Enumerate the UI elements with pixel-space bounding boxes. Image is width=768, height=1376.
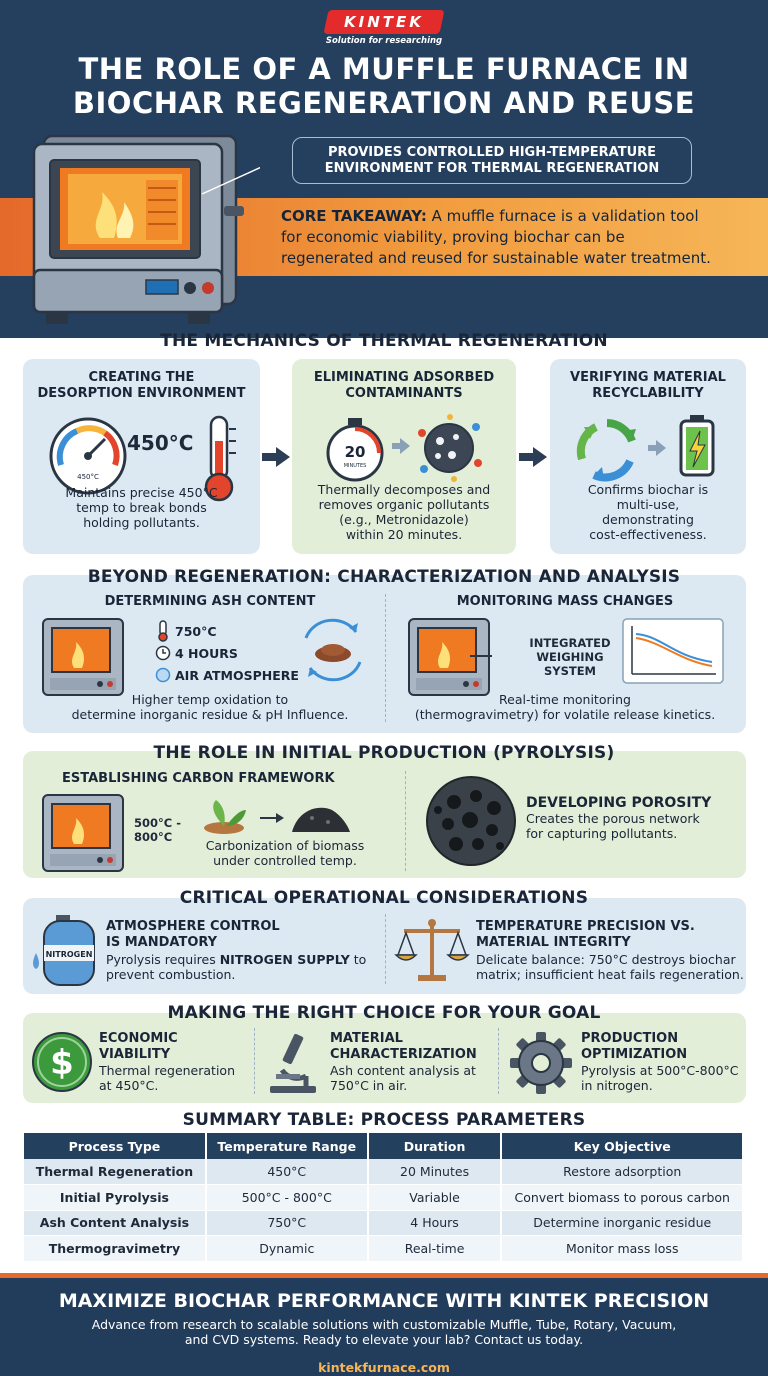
- ash-sample-icon: [298, 618, 368, 682]
- ash-atmosphere: AIR ATMOSPHERE: [175, 668, 299, 683]
- section-divider: [405, 771, 406, 871]
- column-header: Process Type: [24, 1133, 206, 1159]
- porous-carbon-icon: [424, 774, 518, 868]
- page-title: THE ROLE OF A MUFFLE FURNACE IN BIOCHAR REGENERATION AND REUSE: [72, 52, 696, 120]
- svg-text:20: 20: [344, 443, 366, 461]
- section-divider: [498, 1028, 499, 1094]
- table-row: [24, 1210, 743, 1236]
- table-cell: Restore adsorption: [501, 1159, 743, 1185]
- biomass-to-carbon-icon: [200, 796, 360, 836]
- summary-table: [24, 1133, 744, 1262]
- section-divider: [385, 914, 386, 984]
- footer-title: MAXIMIZE BIOCHAR PERFORMANCE WITH KINTEK PRECISION: [58, 1290, 710, 1312]
- ash-title: DETERMINING ASH CONTENT: [104, 594, 316, 609]
- atmosphere-description: Pyrolysis requires NITROGEN SUPPLY to prevent combustion.: [106, 952, 367, 982]
- nitrogen-tank-icon: [30, 913, 102, 987]
- footer-website-link[interactable]: kintekfurnace.com: [318, 1360, 450, 1375]
- table-cell: Dynamic: [206, 1236, 368, 1262]
- section-divider: [385, 594, 386, 722]
- microscope-icon: [262, 1030, 322, 1094]
- table-cell: 500°C - 800°C: [206, 1185, 368, 1211]
- dollar-icon: [30, 1030, 94, 1094]
- small-furnace-icon: [406, 616, 492, 698]
- svg-text:MINUTES: MINUTES: [343, 463, 367, 469]
- small-furnace-icon: [40, 616, 126, 698]
- table-cell: Convert biomass to porous carbon: [501, 1185, 743, 1211]
- precision-description: Delicate balance: 750°C destroys biochar matrix; insufficient heat fails regeneration.: [476, 952, 744, 982]
- table-cell: Variable: [368, 1185, 502, 1211]
- mass-loss-graph-icon: [622, 618, 724, 684]
- atmosphere-title: ATMOSPHERE CONTROL IS MANDATORY: [106, 919, 280, 950]
- mass-description: Real-time monitoring (thermogravimetry) for volatile release kinetics.: [414, 692, 716, 722]
- table-cell: Real-time: [368, 1236, 502, 1262]
- mass-title: MONITORING MASS CHANGES: [456, 594, 674, 609]
- column-header: Temperature Range: [206, 1133, 368, 1159]
- core-takeaway: CORE TAKEAWAY: A muffle furnace is a validation tool for economic viability, proving biochar can be regenerated and reused for sustainable water treatment.: [281, 207, 711, 267]
- brand-tagline: Solution for researching: [325, 36, 443, 46]
- table-cell: 750°C: [206, 1210, 368, 1236]
- table-cell: Thermogravimetry: [24, 1236, 206, 1262]
- table-cell: 20 Minutes: [368, 1159, 502, 1185]
- table-cell: Determine inorganic residue: [501, 1210, 743, 1236]
- balance-scale-icon: [394, 915, 470, 985]
- gear-icon: [508, 1030, 574, 1096]
- choice-economic: ECONOMIC VIABILITY Thermal regeneration at 450°C.: [99, 1031, 235, 1093]
- table-cell: Initial Pyrolysis: [24, 1185, 206, 1211]
- table-cell: Ash Content Analysis: [24, 1210, 206, 1236]
- provides-callout: PROVIDES CONTROLLED HIGH-TEMPERATURE ENVIRONMENT FOR THERMAL REGENERATION: [292, 137, 692, 184]
- carbon-framework-title: ESTABLISHING CARBON FRAMEWORK: [62, 771, 335, 786]
- ash-temp: 750°C: [175, 624, 217, 639]
- choice-title: MAKING THE RIGHT CHOICE FOR YOUR GOAL: [167, 1003, 601, 1023]
- critical-title: CRITICAL OPERATIONAL CONSIDERATIONS: [179, 888, 589, 908]
- muffle-furnace-illustration: [28, 130, 260, 334]
- svg-text:$: $: [50, 1043, 74, 1083]
- precision-title: TEMPERATURE PRECISION VS. MATERIAL INTEGRITY: [476, 919, 695, 950]
- choice-production: PRODUCTION OPTIMIZATION Pyrolysis at 500°C-800°C in nitrogen.: [581, 1031, 739, 1093]
- card-contaminants: ELIMINATING ADSORBED CONTAMINANTS 20 MINUTES Thermally decomposes and removes organic pollutants (e.g., Metronidazole) within 20 minutes.: [292, 359, 516, 554]
- ash-duration: 4 HOURS: [175, 646, 238, 661]
- summary-title: SUMMARY TABLE: PROCESS PARAMETERS: [182, 1110, 586, 1130]
- desorption-temp: 450°C: [127, 431, 194, 455]
- choice-characterization: MATERIAL CHARACTERIZATION Ash content analysis at 750°C in air.: [330, 1031, 477, 1093]
- footer-text: Advance from research to scalable solutions with customizable Muffle, Tube, Rotary, Vacuum, and CVD systems. Ready to elevate your lab? Contact us today.: [91, 1317, 677, 1347]
- arrow-right-icon: [390, 437, 412, 455]
- arrow-right-icon: [260, 445, 292, 469]
- porosity-block: DEVELOPING POROSITY Creates the porous network for capturing pollutants.: [526, 795, 712, 841]
- battery-icon: [678, 413, 716, 477]
- carbon-framework-description: Carbonization of biomass under controlled temp.: [205, 838, 365, 868]
- takeaway-label: CORE TAKEAWAY:: [281, 207, 427, 225]
- section-divider: [254, 1028, 255, 1094]
- arrow-right-icon: [646, 439, 668, 457]
- arrow-right-icon: [517, 445, 549, 469]
- thermometer-icon: [157, 620, 169, 642]
- timer-icon: [324, 417, 386, 483]
- table-cell: 450°C: [206, 1159, 368, 1185]
- table-cell: Thermal Regeneration: [24, 1159, 206, 1185]
- mechanics-title: THE MECHANICS OF THERMAL REGENERATION: [160, 331, 608, 351]
- pyrolysis-temp: 500°C - 800°C: [134, 816, 181, 844]
- card-recyclability: VERIFYING MATERIAL RECYCLABILITY Confirms biochar is multi-use, demonstrating cost-effectiveness.: [550, 359, 746, 554]
- svg-text:450°C: 450°C: [77, 473, 99, 481]
- recycle-icon: [574, 417, 640, 483]
- small-furnace-icon: [40, 792, 126, 874]
- weighing-system-label: INTEGRATED WEIGHING SYSTEM: [529, 636, 611, 678]
- pollutant-particle-icon: [414, 413, 484, 483]
- column-header: Key Objective: [501, 1133, 743, 1159]
- beyond-title: BEYOND REGENERATION: CHARACTERIZATION AND ANALYSIS: [87, 567, 681, 587]
- clock-icon: [155, 645, 171, 661]
- ash-description: Higher temp oxidation to determine inorganic residue & pH Influence.: [71, 692, 349, 722]
- kintek-logo[interactable]: KINTEK: [323, 10, 444, 34]
- table-row: [24, 1185, 743, 1211]
- air-icon: [155, 667, 171, 683]
- table-row: [24, 1159, 743, 1185]
- column-header: Duration: [368, 1133, 502, 1159]
- porosity-title: DEVELOPING POROSITY: [526, 795, 712, 811]
- pyrolysis-title: THE ROLE IN INITIAL PRODUCTION (PYROLYSIS): [153, 743, 615, 763]
- table-cell: Monitor mass loss: [501, 1236, 743, 1262]
- svg-text:NITROGEN: NITROGEN: [45, 950, 93, 959]
- table-cell: 4 Hours: [368, 1210, 502, 1236]
- card-desorption: CREATING THE DESORPTION ENVIRONMENT 450°C 450°C Maintains precise 450°C temp to break bonds holding pollutants.: [23, 359, 260, 554]
- footer-cta: [0, 1273, 768, 1376]
- table-row: [24, 1236, 743, 1262]
